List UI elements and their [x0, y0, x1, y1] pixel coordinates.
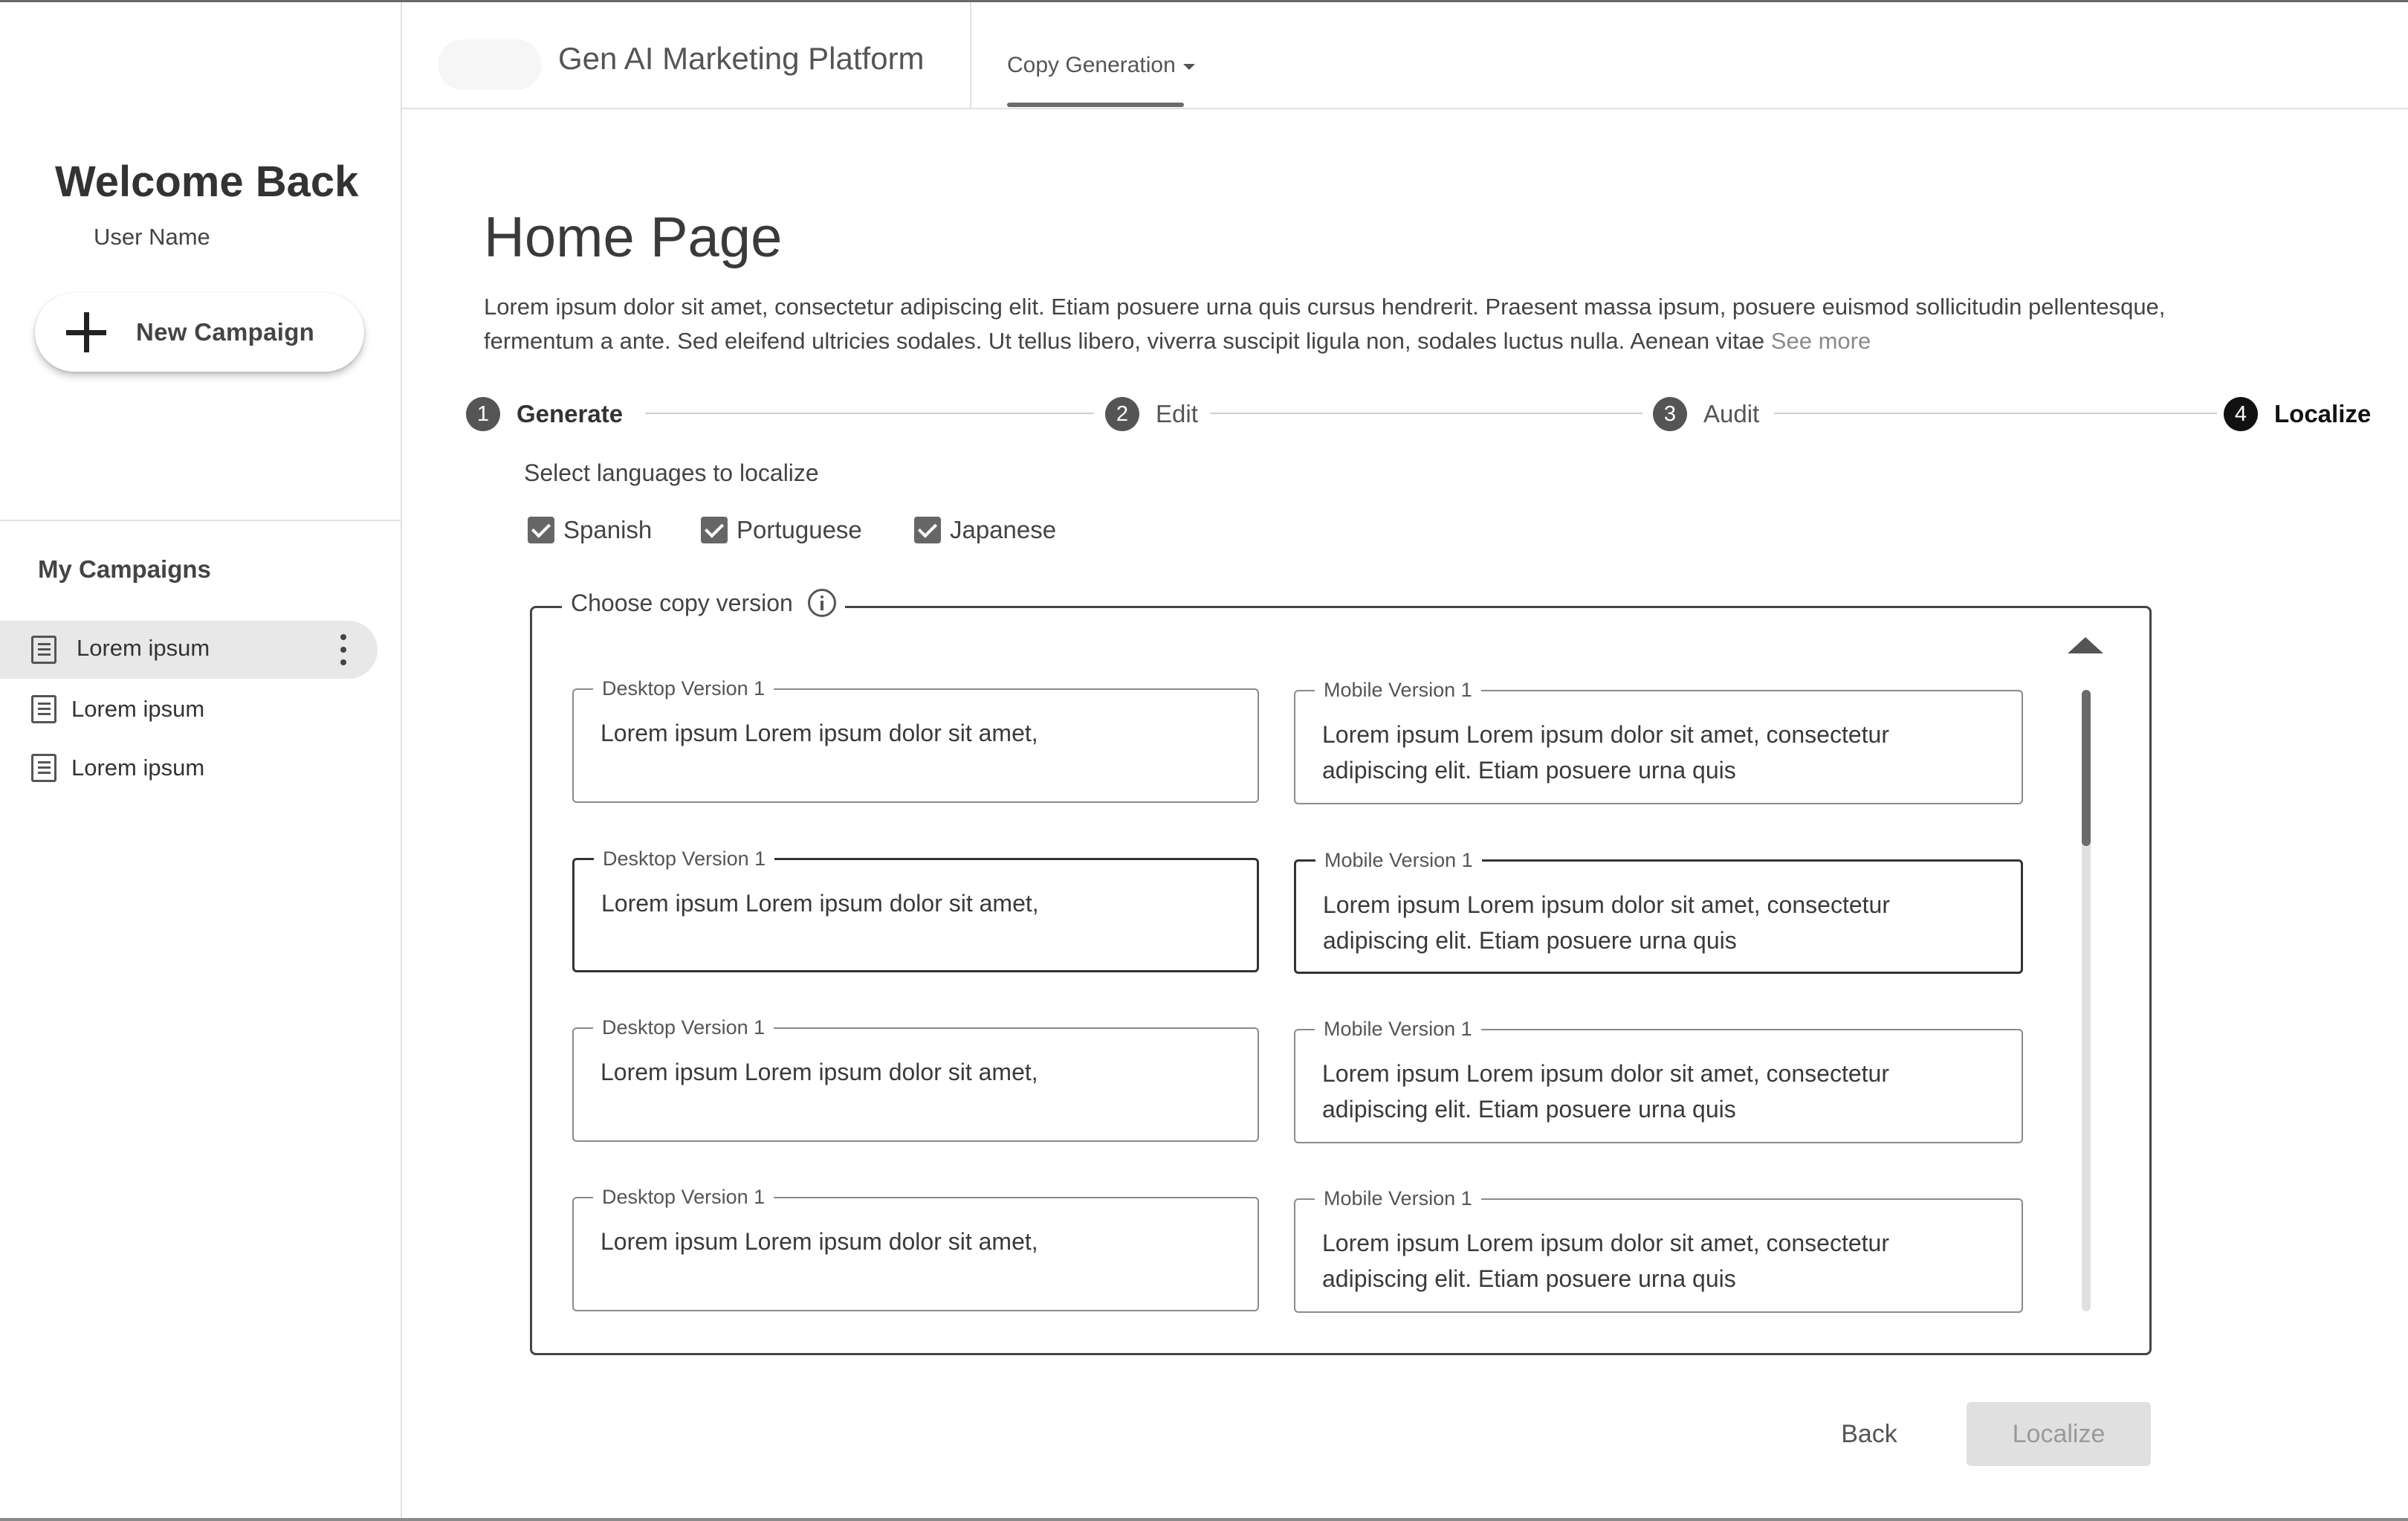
new-campaign-button[interactable]: [35, 293, 364, 372]
localize-button[interactable]: Localize: [1967, 1402, 2151, 1466]
field-value: Lorem ipsum Lorem ipsum dolor sit amet,: [601, 720, 1038, 746]
field-value: Lorem ipsum Lorem ipsum dolor sit amet, consectetur adipiscing elit. Etiam posuere urna quis: [1323, 891, 1890, 954]
tab-copy-generation-label: Copy Generation: [1007, 53, 1176, 77]
field-value: Lorem ipsum Lorem ipsum dolor sit amet,: [601, 1228, 1038, 1255]
language-label: Spanish: [563, 516, 653, 543]
step-label: Generate: [517, 400, 624, 427]
my-campaigns-heading: My Campaigns: [38, 555, 211, 583]
info-icon[interactable]: [808, 589, 836, 617]
campaign-item[interactable]: [0, 739, 378, 797]
campaign-item[interactable]: [0, 680, 378, 738]
document-icon: [31, 695, 56, 723]
document-icon: [31, 636, 56, 664]
plus-icon: [63, 309, 109, 355]
more-vert-icon[interactable]: [338, 634, 347, 665]
user-name: User Name: [94, 224, 210, 250]
language-label: Portuguese: [737, 516, 862, 543]
app-title: Gen AI Marketing Platform: [558, 41, 925, 76]
field-value: Lorem ipsum Lorem ipsum dolor sit amet, consectetur adipiscing elit. Etiam posuere urna quis: [1322, 1230, 1889, 1292]
description-text: Lorem ipsum dolor sit amet, consectetur adipiscing elit. Etiam posuere urna quis cursus hendrerit. Praesent massa ipsum, posuere euismod sollicitudin pellentesque, fermentum a ante. Sed eleifend ultricies sodales. Ut tellus libero, viverra suscipit ligula non, sodales luctus nulla. Aenean vitae: [484, 294, 2166, 354]
desktop-version-field[interactable]: [572, 677, 1259, 803]
sidebar-divider: [0, 520, 402, 521]
document-icon: [31, 754, 56, 782]
desktop-version-field[interactable]: [572, 847, 1259, 972]
step-number: 3: [1653, 397, 1687, 431]
field-label: Mobile Version 1: [1315, 1187, 1481, 1210]
logo-placeholder: [438, 39, 542, 90]
scrollbar-thumb[interactable]: [2082, 690, 2091, 846]
field-value: Lorem ipsum Lorem ipsum dolor sit amet, consectetur adipiscing elit. Etiam posuere urna quis: [1322, 721, 1889, 784]
campaign-label: Lorem ipsum: [71, 755, 205, 781]
step-number: 2: [1105, 397, 1139, 431]
step-generate[interactable]: [466, 396, 623, 432]
desktop-version-field[interactable]: [572, 1186, 1259, 1311]
caret-down-icon: [1183, 64, 1195, 70]
new-campaign-label: New Campaign: [136, 318, 315, 346]
language-japanese[interactable]: [914, 516, 1056, 544]
field-label: Mobile Version 1: [1315, 849, 1482, 872]
field-value: Lorem ipsum Lorem ipsum dolor sit amet,: [601, 890, 1039, 917]
bottom-border: [0, 1518, 2408, 1521]
field-label: Desktop Version 1: [594, 847, 774, 871]
header-divider: [970, 2, 971, 108]
stepper-connector: [645, 413, 1094, 414]
select-languages-label: Select languages to localize: [524, 459, 819, 486]
campaign-label: Lorem ipsum: [71, 696, 205, 722]
page-title: Home Page: [484, 206, 783, 269]
field-label: Mobile Version 1: [1315, 679, 1481, 702]
field-value: Lorem ipsum Lorem ipsum dolor sit amet, consectetur adipiscing elit. Etiam posuere urna quis: [1322, 1060, 1889, 1123]
active-tab-indicator: [1007, 103, 1184, 107]
campaign-label: Lorem ipsum: [77, 635, 210, 661]
choose-copy-legend: [562, 589, 845, 617]
welcome-heading: Welcome Back: [55, 158, 359, 206]
field-value: Lorem ipsum Lorem ipsum dolor sit amet,: [601, 1059, 1038, 1085]
step-number: 4: [2224, 397, 2258, 431]
language-label: Japanese: [950, 516, 1057, 543]
step-localize[interactable]: [2224, 396, 2371, 432]
field-label: Mobile Version 1: [1315, 1018, 1481, 1041]
collapse-up-icon[interactable]: [2068, 637, 2103, 653]
language-spanish[interactable]: [528, 516, 652, 544]
mobile-version-field[interactable]: [1294, 1018, 2023, 1143]
stepper-connector: [1774, 413, 2217, 414]
step-number: 1: [466, 397, 500, 431]
campaign-item[interactable]: [0, 621, 378, 679]
step-edit[interactable]: [1105, 396, 1198, 432]
step-audit[interactable]: [1653, 396, 1759, 432]
app-header: [402, 2, 2408, 109]
page-description: [484, 290, 2178, 358]
stepper-connector: [1210, 413, 1642, 414]
checkbox-checked-icon[interactable]: [528, 517, 554, 543]
mobile-version-field[interactable]: [1294, 679, 2023, 804]
field-label: Desktop Version 1: [593, 1186, 774, 1209]
step-label: Edit: [1156, 400, 1198, 427]
mobile-version-field[interactable]: [1294, 849, 2023, 974]
desktop-version-field[interactable]: [572, 1016, 1259, 1142]
checkbox-checked-icon[interactable]: [914, 517, 941, 543]
step-label: Audit: [1703, 400, 1760, 427]
tab-copy-generation[interactable]: [1007, 53, 1195, 78]
choose-copy-label: Choose copy version: [571, 589, 793, 616]
checkbox-checked-icon[interactable]: [701, 517, 728, 543]
back-button[interactable]: Back: [1841, 1419, 1897, 1448]
field-label: Desktop Version 1: [593, 677, 774, 700]
language-portuguese[interactable]: [701, 516, 862, 544]
sidebar: [0, 2, 402, 1518]
see-more-link[interactable]: See more: [1770, 328, 1871, 354]
mobile-version-field[interactable]: [1294, 1187, 2023, 1313]
step-label: Localize: [2274, 400, 2372, 427]
field-label: Desktop Version 1: [593, 1016, 774, 1039]
